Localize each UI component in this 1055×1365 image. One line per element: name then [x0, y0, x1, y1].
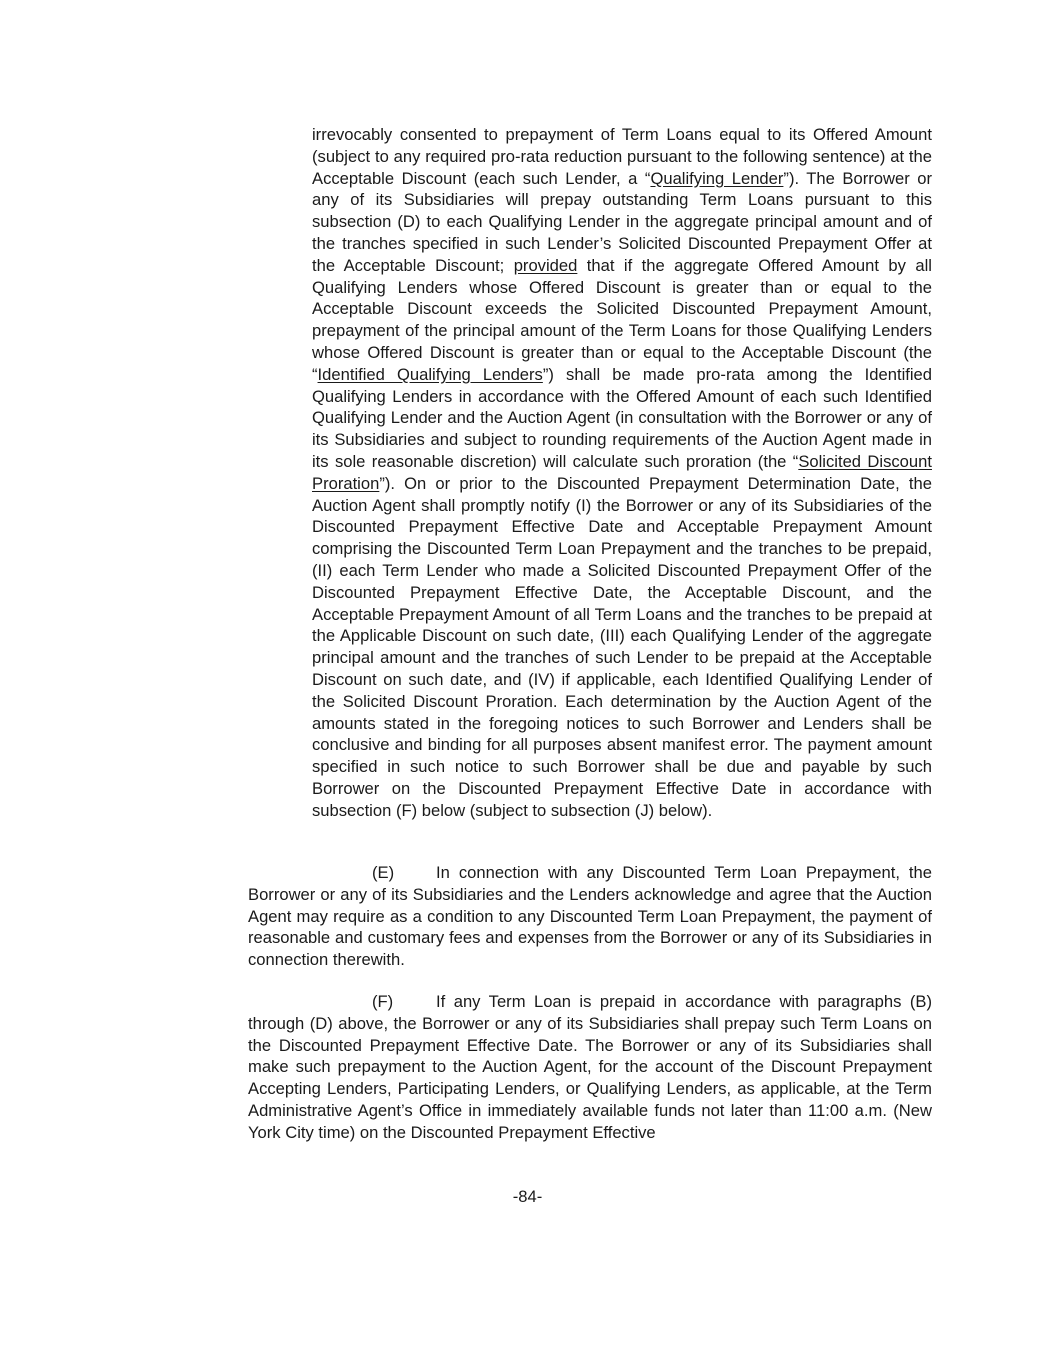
- paragraph-f: [248, 991, 932, 1144]
- paragraph-d-continuation: [312, 124, 932, 822]
- defined-term-provided: provided: [513, 255, 578, 275]
- paragraph-text: ”). The Borrower or any of its Subsidiaries will prepay outstanding Term Loans pursuant to this subsection (D) to each Qualifying Lender in the aggregate principal amount and of the tranches specified in such Lender’s Solicited Discounted Prepayment Offer at the Acceptable Discount;: [312, 168, 932, 275]
- paragraph-text: that if the aggregate Offered Amount by all Qualifying Lenders whose Offered Discount is greater than or equal to the Acceptable Discount exceeds the Solicited Discounted Prepayment Amount, prepayment of the principal amount of the Term Loans for those Qualifying Lenders whose Offered Discount is greater than or equal to the Acceptable Discount (the “: [312, 255, 932, 384]
- paragraph-text: In connection with any Discounted Term Loan Prepayment, the Borrower or any of its Subsidiaries and the Lenders acknowledge and agree that the Auction Agent may require as a condition to any Discounted Term Loan Prepayment, the payment of reasonable and customary fees and expenses from the Borrower or any of its Subsidiaries in connection therewith.: [248, 863, 932, 970]
- defined-term-qualifying-lender: Qualifying Lender: [650, 168, 784, 188]
- defined-term-identified-qualifying-lenders: Identified Qualifying Lenders: [317, 364, 543, 384]
- paragraph-text: ”). On or prior to the Discounted Prepayment Determination Date, the Auction Agent shall promptly notify (I) the Borrower or any of its Subsidiaries of the Discounted Prepayment Effective Date and Acceptable Prepayment Amount comprising the Discounted Term Loan Prepayment and the tranches to be prepaid, (II) each Term Lender who made a Solicited Discounted Prepayment Offer of the Discounted Prepayment Effective Date, the Acceptable Discount, and the Acceptable Prepayment Amount of all Term Loans and the tranches to be prepaid at the Applicable Discount on such date, (III) each Qualifying Lender of the aggregate principal amount and the tranches of such Lender to be prepaid at the Acceptable Discount on such date, and (IV) if applicable, each Identified Qualifying Lender of the Solicited Discount Proration. Each determination by the Auction Agent of the amounts stated in the foregoing notices to such Borrower and Lenders shall be conclusive and binding for all purposes absent manifest error. The payment amount specified in such notice to such Borrower shall be due and payable by such Borrower on the Discounted Prepayment Effective Date in accordance with subsection (F) below (subject to subsection (J) below).: [312, 473, 932, 820]
- paragraph-text: irrevocably consented to prepayment of Term Loans equal to its Offered Amount (subject to any required pro-rata reduction pursuant to the following sentence) at the Acceptable Discount (each such Lender, a “: [312, 125, 932, 188]
- subsection-label-e: (E): [372, 863, 395, 882]
- subsection-label-f: (F): [372, 992, 394, 1011]
- page-number: -84-: [512, 1187, 543, 1206]
- paragraph-text: ”) shall be made pro-rata among the Identified Qualifying Lenders in accordance with the Offered Amount of each such Identified Qualifying Lender and the Auction Agent (in consultation with the Borrower or any of its Subsidiaries and subject to rounding requirements of the Auction Agent made in its sole reasonable discretion) will calculate such proration (the “: [312, 364, 933, 471]
- paragraph-e: [248, 862, 932, 971]
- paragraph-text: If any Term Loan is prepaid in accordance with paragraphs (B) through (D) above, the Borrower or any of its Subsidiaries shall prepay such Term Loans on the Discounted Prepayment Effective Date. The Borrower or any of its Subsidiaries shall make such prepayment to the Auction Agent, for the account of the Discount Prepayment Accepting Lenders, Participating Lenders, or Qualifying Lenders, as applicable, at the Term Administrative Agent’s Office in immediately available funds not later than 11:00 a.m. (New York City time) on the Discounted Prepayment Effective: [248, 992, 932, 1142]
- defined-term-solicited-discount-proration: Solicited Discount Proration: [312, 451, 932, 493]
